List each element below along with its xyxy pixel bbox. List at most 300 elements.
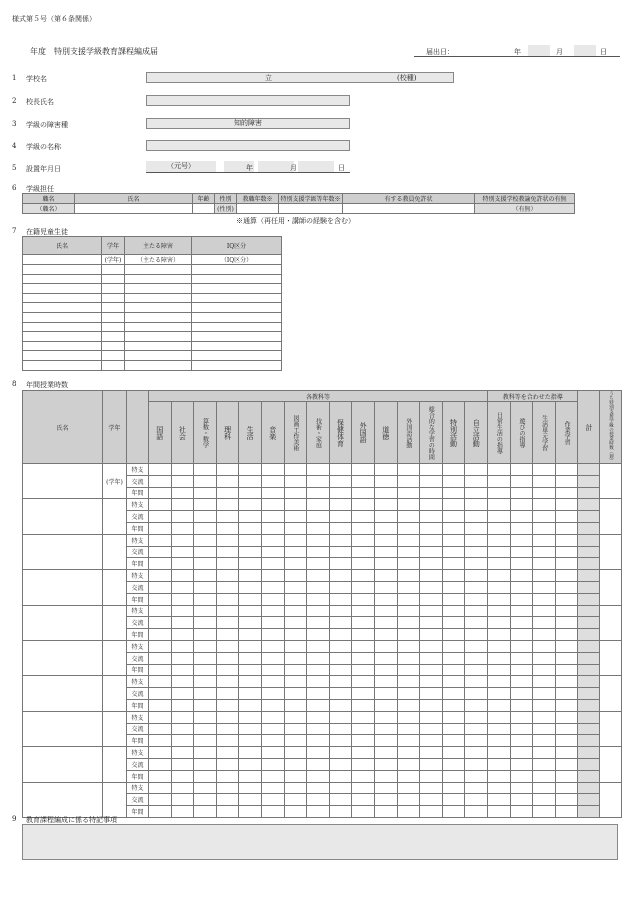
hours-cell[interactable] (171, 558, 194, 570)
hours-total-cell[interactable] (578, 782, 600, 794)
hours-cell[interactable] (261, 806, 284, 818)
hours-cell[interactable] (149, 782, 172, 794)
hours-cell[interactable] (194, 806, 217, 818)
hours-cell[interactable] (194, 699, 217, 711)
hours-cell[interactable] (329, 629, 352, 641)
teacher-cell-5[interactable] (279, 204, 343, 214)
hours-cell[interactable] (555, 652, 578, 664)
hours-cell[interactable] (465, 499, 488, 511)
hours-cell[interactable] (171, 640, 194, 652)
hours-cell[interactable] (420, 499, 443, 511)
hours-cell[interactable] (533, 558, 556, 570)
hours-cell[interactable] (533, 735, 556, 747)
student-cell[interactable] (23, 303, 102, 313)
hours-cell[interactable] (397, 640, 420, 652)
hours-cell[interactable] (307, 499, 330, 511)
hours-cell[interactable] (442, 570, 465, 582)
class-name-field[interactable] (146, 140, 350, 151)
hours-cell[interactable] (329, 581, 352, 593)
hours-cell[interactable] (533, 475, 556, 487)
student-cell[interactable] (102, 360, 125, 370)
hours-cell[interactable] (533, 570, 556, 582)
hours-cell[interactable] (442, 735, 465, 747)
hours-cell[interactable] (374, 581, 397, 593)
hours-cell[interactable] (284, 782, 307, 794)
hours-cell[interactable] (216, 688, 239, 700)
hours-cell[interactable] (149, 735, 172, 747)
hours-cell[interactable] (239, 558, 262, 570)
hours-cell[interactable] (442, 546, 465, 558)
hours-cell[interactable] (261, 487, 284, 499)
hours-total-cell[interactable] (578, 770, 600, 782)
hours-cell[interactable] (420, 711, 443, 723)
hours-cell[interactable] (352, 581, 375, 593)
hours-total-cell[interactable] (578, 735, 600, 747)
hours-cell[interactable] (284, 487, 307, 499)
hours-cell[interactable] (533, 511, 556, 523)
hours-cell[interactable] (397, 794, 420, 806)
hours-cell[interactable] (488, 711, 511, 723)
hours-cell[interactable] (374, 534, 397, 546)
hours-total-cell[interactable] (578, 723, 600, 735)
hours-cell[interactable] (352, 499, 375, 511)
hours-cell[interactable] (510, 688, 533, 700)
hours-total-cell[interactable] (578, 794, 600, 806)
student-cell[interactable] (102, 274, 125, 284)
hours-cell[interactable] (261, 652, 284, 664)
hours-cell[interactable] (149, 794, 172, 806)
hours-cell[interactable] (465, 558, 488, 570)
hours-cell[interactable] (374, 699, 397, 711)
hours-cell[interactable] (307, 558, 330, 570)
hours-cell[interactable] (374, 735, 397, 747)
hours-cell[interactable] (216, 711, 239, 723)
hours-cell[interactable] (149, 581, 172, 593)
student-cell[interactable] (192, 341, 282, 351)
hours-cell[interactable] (261, 688, 284, 700)
hours-cell[interactable] (352, 664, 375, 676)
hours-cell[interactable] (149, 688, 172, 700)
hours-cell[interactable] (261, 499, 284, 511)
hours-total-cell[interactable] (578, 806, 600, 818)
hours-cell[interactable] (216, 546, 239, 558)
hours-cell[interactable] (510, 581, 533, 593)
hours-cell[interactable] (555, 782, 578, 794)
hours-cell[interactable] (374, 487, 397, 499)
student-cell[interactable] (125, 341, 192, 351)
hours-cell[interactable] (149, 475, 172, 487)
hours-cell[interactable] (149, 522, 172, 534)
hours-cell[interactable] (171, 652, 194, 664)
hours-cell[interactable] (171, 770, 194, 782)
hours-cell[interactable] (488, 794, 511, 806)
hours-cell[interactable] (533, 605, 556, 617)
hours-cell[interactable] (194, 605, 217, 617)
hours-cell[interactable] (352, 735, 375, 747)
hours-cell[interactable] (194, 794, 217, 806)
hours-cell[interactable] (352, 629, 375, 641)
hours-cell[interactable] (261, 770, 284, 782)
hours-cell[interactable] (261, 758, 284, 770)
hours-cell[interactable] (555, 747, 578, 759)
hours-cell[interactable] (329, 664, 352, 676)
hours-cell[interactable] (420, 617, 443, 629)
hours-cell[interactable] (194, 723, 217, 735)
hours-cell[interactable] (194, 770, 217, 782)
hours-cell[interactable] (465, 688, 488, 700)
student-cell[interactable] (102, 265, 125, 275)
hours-cell[interactable] (397, 664, 420, 676)
hours-cell[interactable] (239, 770, 262, 782)
hours-cell[interactable] (533, 640, 556, 652)
hours-cell[interactable] (329, 570, 352, 582)
hours-cell[interactable] (374, 688, 397, 700)
hours-cell[interactable] (194, 511, 217, 523)
hours-cell[interactable] (171, 464, 194, 476)
hours-cell[interactable] (307, 735, 330, 747)
hours-cell[interactable] (533, 652, 556, 664)
hours-cell[interactable] (284, 475, 307, 487)
hours-cell[interactable] (284, 770, 307, 782)
student-cell-2[interactable]: （主たる障害） (125, 255, 192, 265)
hours-cell[interactable] (374, 464, 397, 476)
hours-cell[interactable] (261, 605, 284, 617)
hours-extra-cell[interactable] (600, 534, 622, 569)
hours-student-grade[interactable] (103, 747, 127, 782)
hours-cell[interactable] (465, 723, 488, 735)
hours-total-cell[interactable] (578, 464, 600, 476)
hours-cell[interactable] (555, 723, 578, 735)
hours-cell[interactable] (261, 534, 284, 546)
hours-cell[interactable] (420, 475, 443, 487)
student-cell[interactable] (125, 351, 192, 361)
hours-cell[interactable] (194, 629, 217, 641)
student-cell[interactable] (23, 360, 102, 370)
hours-cell[interactable] (442, 758, 465, 770)
hours-cell[interactable] (149, 770, 172, 782)
hours-cell[interactable] (307, 699, 330, 711)
hours-cell[interactable] (329, 806, 352, 818)
hours-cell[interactable] (397, 475, 420, 487)
hours-cell[interactable] (397, 581, 420, 593)
hours-cell[interactable] (465, 782, 488, 794)
hours-cell[interactable] (261, 747, 284, 759)
hours-total-cell[interactable] (578, 546, 600, 558)
hours-cell[interactable] (397, 558, 420, 570)
hours-cell[interactable] (329, 605, 352, 617)
hours-cell[interactable] (329, 593, 352, 605)
hours-cell[interactable] (239, 475, 262, 487)
hours-cell[interactable] (465, 593, 488, 605)
hours-cell[interactable] (397, 747, 420, 759)
hours-cell[interactable] (352, 770, 375, 782)
hours-cell[interactable] (149, 699, 172, 711)
hours-cell[interactable] (329, 794, 352, 806)
hours-cell[interactable] (352, 617, 375, 629)
hours-cell[interactable] (149, 511, 172, 523)
hours-cell[interactable] (194, 546, 217, 558)
hours-cell[interactable] (555, 711, 578, 723)
hours-cell[interactable] (216, 676, 239, 688)
hours-cell[interactable] (533, 699, 556, 711)
est-day-field[interactable] (298, 161, 334, 172)
hours-cell[interactable] (420, 487, 443, 499)
student-cell[interactable] (125, 284, 192, 294)
student-cell[interactable] (125, 274, 192, 284)
hours-cell[interactable] (329, 758, 352, 770)
hours-cell[interactable] (261, 475, 284, 487)
hours-cell[interactable] (149, 593, 172, 605)
hours-student-grade[interactable] (103, 676, 127, 711)
hours-cell[interactable] (488, 475, 511, 487)
hours-cell[interactable] (307, 794, 330, 806)
hours-extra-cell[interactable] (600, 570, 622, 605)
hours-extra-cell[interactable] (600, 464, 622, 499)
hours-cell[interactable] (397, 735, 420, 747)
hours-cell[interactable] (442, 487, 465, 499)
student-cell[interactable] (23, 322, 102, 332)
hours-cell[interactable] (442, 558, 465, 570)
hours-cell[interactable] (374, 806, 397, 818)
hours-cell[interactable] (284, 605, 307, 617)
teacher-cell-6[interactable] (343, 204, 475, 214)
hours-cell[interactable] (239, 593, 262, 605)
hours-cell[interactable] (420, 522, 443, 534)
submit-year-field[interactable] (528, 45, 550, 56)
hours-cell[interactable] (171, 546, 194, 558)
hours-cell[interactable] (261, 464, 284, 476)
hours-cell[interactable] (216, 475, 239, 487)
hours-cell[interactable] (352, 511, 375, 523)
hours-cell[interactable] (329, 475, 352, 487)
est-month-field[interactable] (258, 161, 294, 172)
hours-cell[interactable] (171, 747, 194, 759)
hours-cell[interactable] (510, 558, 533, 570)
hours-cell[interactable] (533, 770, 556, 782)
hours-cell[interactable] (555, 534, 578, 546)
hours-cell[interactable] (555, 499, 578, 511)
hours-cell[interactable] (442, 676, 465, 688)
hours-cell[interactable] (307, 758, 330, 770)
hours-cell[interactable] (397, 522, 420, 534)
hours-cell[interactable] (352, 593, 375, 605)
hours-cell[interactable] (329, 511, 352, 523)
hours-cell[interactable] (216, 758, 239, 770)
hours-cell[interactable] (510, 640, 533, 652)
hours-extra-cell[interactable] (600, 782, 622, 817)
hours-cell[interactable] (397, 711, 420, 723)
hours-cell[interactable] (442, 794, 465, 806)
hours-cell[interactable] (533, 499, 556, 511)
hours-cell[interactable] (488, 640, 511, 652)
hours-cell[interactable] (488, 570, 511, 582)
hours-cell[interactable] (239, 499, 262, 511)
hours-cell[interactable] (374, 629, 397, 641)
hours-cell[interactable] (171, 534, 194, 546)
student-cell[interactable] (192, 312, 282, 322)
hours-cell[interactable] (488, 534, 511, 546)
hours-cell[interactable] (533, 688, 556, 700)
hours-cell[interactable] (510, 782, 533, 794)
hours-cell[interactable] (555, 511, 578, 523)
student-cell[interactable] (23, 341, 102, 351)
hours-cell[interactable] (465, 522, 488, 534)
hours-cell[interactable] (284, 806, 307, 818)
hours-cell[interactable] (329, 546, 352, 558)
hours-cell[interactable] (216, 511, 239, 523)
hours-cell[interactable] (239, 546, 262, 558)
hours-cell[interactable] (352, 676, 375, 688)
hours-total-cell[interactable] (578, 593, 600, 605)
hours-cell[interactable] (261, 617, 284, 629)
hours-total-cell[interactable] (578, 475, 600, 487)
hours-cell[interactable] (284, 629, 307, 641)
hours-cell[interactable] (555, 735, 578, 747)
hours-cell[interactable] (488, 688, 511, 700)
hours-cell[interactable] (374, 593, 397, 605)
hours-cell[interactable] (307, 581, 330, 593)
hours-cell[interactable] (171, 629, 194, 641)
hours-total-cell[interactable] (578, 511, 600, 523)
hours-cell[interactable] (510, 534, 533, 546)
hours-cell[interactable] (488, 664, 511, 676)
hours-cell[interactable] (352, 723, 375, 735)
hours-cell[interactable] (510, 487, 533, 499)
hours-cell[interactable] (555, 770, 578, 782)
hours-cell[interactable] (488, 511, 511, 523)
student-cell[interactable] (125, 360, 192, 370)
hours-cell[interactable] (420, 652, 443, 664)
hours-cell[interactable] (329, 534, 352, 546)
hours-cell[interactable] (374, 747, 397, 759)
hours-cell[interactable] (420, 688, 443, 700)
hours-cell[interactable] (442, 806, 465, 818)
hours-total-cell[interactable] (578, 758, 600, 770)
hours-student-name[interactable] (23, 711, 103, 746)
hours-cell[interactable] (307, 593, 330, 605)
hours-cell[interactable] (465, 652, 488, 664)
hours-cell[interactable] (442, 629, 465, 641)
hours-cell[interactable] (307, 570, 330, 582)
hours-cell[interactable] (465, 640, 488, 652)
hours-cell[interactable] (329, 688, 352, 700)
hours-cell[interactable] (307, 664, 330, 676)
hours-cell[interactable] (465, 475, 488, 487)
hours-cell[interactable] (307, 511, 330, 523)
hours-cell[interactable] (307, 605, 330, 617)
hours-cell[interactable] (307, 546, 330, 558)
hours-cell[interactable] (374, 758, 397, 770)
hours-student-name[interactable] (23, 570, 103, 605)
hours-cell[interactable] (465, 794, 488, 806)
hours-cell[interactable] (374, 617, 397, 629)
hours-cell[interactable] (533, 806, 556, 818)
hours-cell[interactable] (284, 711, 307, 723)
hours-cell[interactable] (284, 699, 307, 711)
hours-cell[interactable] (194, 593, 217, 605)
hours-cell[interactable] (352, 806, 375, 818)
hours-cell[interactable] (329, 770, 352, 782)
student-cell[interactable] (192, 265, 282, 275)
hours-cell[interactable] (555, 664, 578, 676)
student-cell[interactable] (102, 341, 125, 351)
hours-cell[interactable] (239, 664, 262, 676)
hours-cell[interactable] (329, 735, 352, 747)
hours-total-cell[interactable] (578, 676, 600, 688)
student-cell[interactable] (125, 265, 192, 275)
student-cell[interactable] (102, 332, 125, 342)
hours-cell[interactable] (397, 593, 420, 605)
hours-cell[interactable] (149, 806, 172, 818)
hours-cell[interactable] (329, 640, 352, 652)
hours-cell[interactable] (420, 640, 443, 652)
hours-cell[interactable] (239, 570, 262, 582)
hours-cell[interactable] (533, 723, 556, 735)
hours-cell[interactable] (420, 770, 443, 782)
hours-cell[interactable] (149, 758, 172, 770)
hours-cell[interactable] (284, 664, 307, 676)
hours-cell[interactable] (194, 475, 217, 487)
hours-cell[interactable] (284, 511, 307, 523)
student-cell[interactable] (192, 351, 282, 361)
hours-cell[interactable] (307, 487, 330, 499)
hours-cell[interactable] (216, 652, 239, 664)
hours-total-cell[interactable] (578, 664, 600, 676)
hours-cell[interactable] (488, 676, 511, 688)
hours-cell[interactable] (239, 640, 262, 652)
hours-cell[interactable] (510, 699, 533, 711)
hours-cell[interactable] (374, 475, 397, 487)
hours-cell[interactable] (239, 605, 262, 617)
hours-cell[interactable] (284, 758, 307, 770)
hours-cell[interactable] (284, 676, 307, 688)
hours-cell[interactable] (510, 747, 533, 759)
hours-cell[interactable] (533, 676, 556, 688)
hours-cell[interactable] (488, 617, 511, 629)
hours-cell[interactable] (510, 617, 533, 629)
hours-cell[interactable] (397, 487, 420, 499)
hours-cell[interactable] (510, 464, 533, 476)
hours-cell[interactable] (149, 723, 172, 735)
hours-cell[interactable] (194, 499, 217, 511)
hours-cell[interactable] (171, 605, 194, 617)
hours-cell[interactable] (261, 664, 284, 676)
hours-cell[interactable] (329, 464, 352, 476)
hours-cell[interactable] (420, 570, 443, 582)
hours-cell[interactable] (194, 664, 217, 676)
hours-cell[interactable] (533, 593, 556, 605)
hours-cell[interactable] (488, 758, 511, 770)
hours-cell[interactable] (307, 617, 330, 629)
hours-cell[interactable] (261, 782, 284, 794)
hours-cell[interactable] (533, 782, 556, 794)
hours-cell[interactable] (329, 782, 352, 794)
hours-cell[interactable] (510, 664, 533, 676)
hours-total-cell[interactable] (578, 534, 600, 546)
hours-cell[interactable] (261, 558, 284, 570)
hours-cell[interactable] (374, 794, 397, 806)
hours-cell[interactable] (555, 546, 578, 558)
hours-cell[interactable] (329, 723, 352, 735)
hours-cell[interactable] (397, 676, 420, 688)
hours-cell[interactable] (216, 640, 239, 652)
hours-student-grade[interactable] (103, 782, 127, 817)
hours-cell[interactable] (149, 711, 172, 723)
hours-cell[interactable] (149, 664, 172, 676)
student-cell-3[interactable]: （IQ区分） (192, 255, 282, 265)
hours-cell[interactable] (533, 664, 556, 676)
hours-cell[interactable] (216, 534, 239, 546)
